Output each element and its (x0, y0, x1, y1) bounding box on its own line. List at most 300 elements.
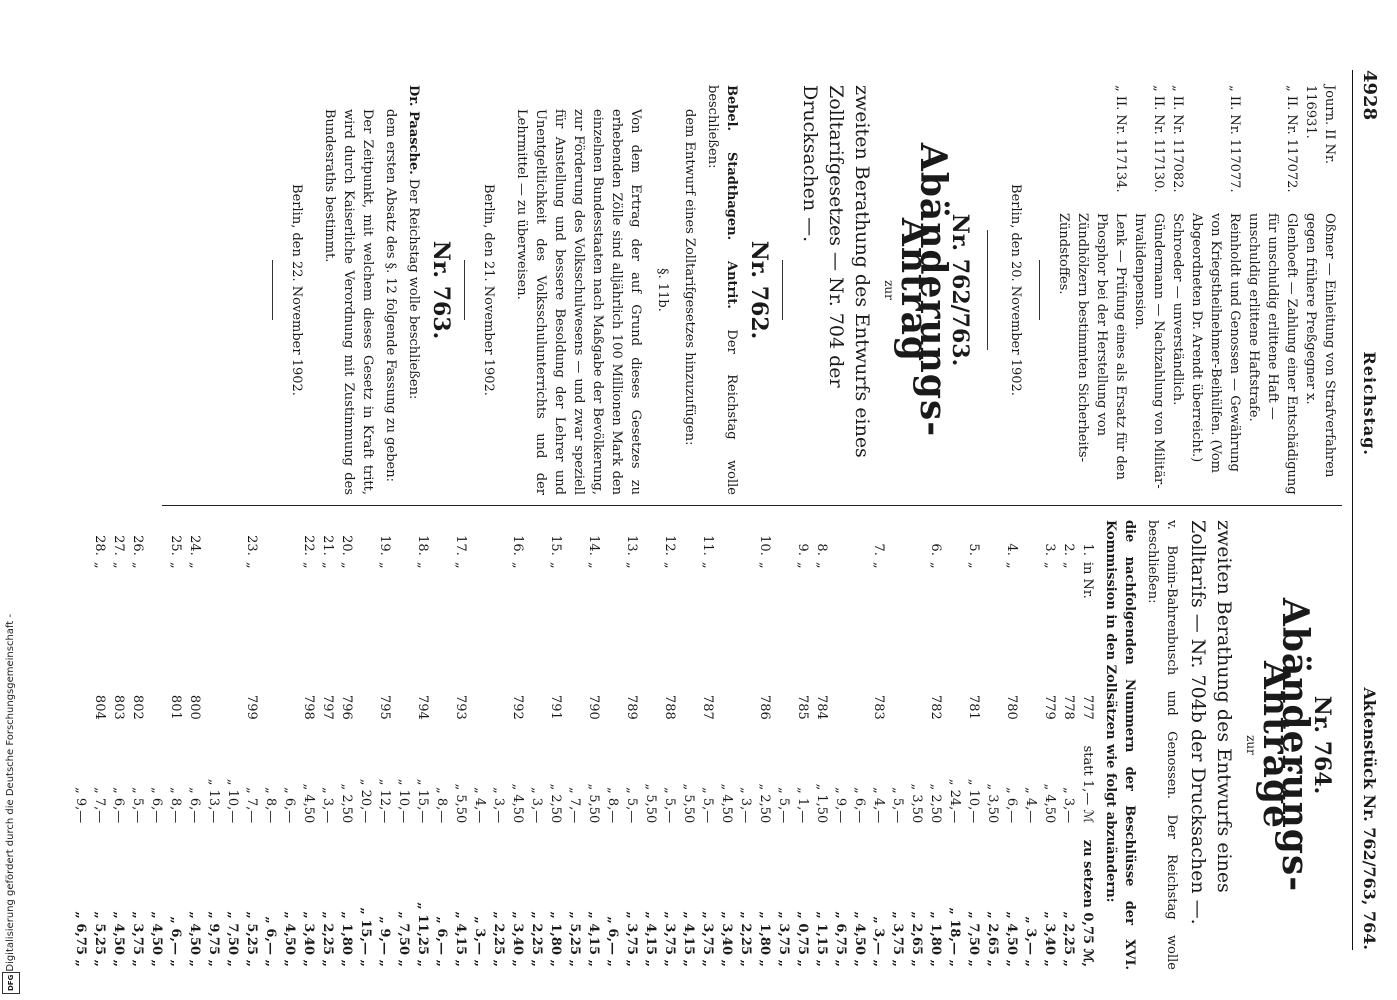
row-index (850, 520, 869, 559)
tariff-row (907, 520, 926, 970)
document-number: Nr. 762. (746, 240, 772, 340)
tariff-row (945, 520, 964, 970)
old-rate: „ 8,— (263, 787, 278, 824)
old-rate: „ 3,— (1061, 787, 1076, 824)
tariff-number (850, 662, 869, 722)
tariff-number (147, 662, 166, 722)
new-rate: „ 4,15 „ (643, 911, 658, 967)
row-index (394, 520, 413, 559)
old-rate: „ 7,— (567, 787, 582, 824)
new-rate: „ 9,— „ (377, 916, 392, 967)
new-rate: „ 2,25 „ (320, 911, 335, 967)
new-rate: „ 3,— „ (871, 916, 886, 967)
new-rate: „ 1,80 „ (548, 911, 563, 967)
old-rate: „ 6,— (1004, 787, 1019, 824)
date-line: Berlin, den 22. November 1902. (289, 184, 304, 396)
tariff-row (261, 520, 280, 970)
row-prefix (261, 559, 280, 663)
old-rate: „ 8,— (434, 787, 449, 824)
divider (782, 260, 783, 320)
new-rate: „ 6,75 „ (73, 911, 88, 967)
row-prefix: „ (320, 561, 335, 569)
row-prefix: „ (510, 561, 525, 569)
row-index (774, 520, 793, 559)
tariff-number: 796 (339, 694, 354, 720)
motion-text: Der Reichstag wolle beschließen: (705, 85, 739, 495)
row-index: 17. (453, 535, 468, 556)
row-index: 22. (301, 535, 316, 556)
tariff-number (831, 662, 850, 722)
tariff-row (128, 520, 147, 970)
tariff-number: 802 (130, 694, 145, 720)
document-title: Abänderungs-Antrag (893, 142, 954, 438)
row-prefix (907, 559, 926, 663)
tariff-row (1078, 520, 1097, 970)
section-number: §. 11b. (655, 268, 670, 312)
row-prefix: „ (339, 561, 354, 569)
row-prefix: „ (1042, 561, 1057, 569)
row-index (736, 520, 755, 559)
tariff-number (261, 662, 280, 722)
old-rate: „ 4,— (472, 787, 487, 824)
new-rate: „ 4,50 „ (187, 911, 202, 967)
tariff-number (679, 662, 698, 722)
row-index (204, 520, 223, 559)
left-column (258, 85, 1339, 495)
row-index: 2. (1061, 543, 1076, 556)
tariff-number: 800 (187, 694, 202, 720)
tariff-number: 794 (415, 694, 430, 720)
row-index: 26. (130, 535, 145, 556)
new-rate: „ 4,50 „ (1004, 911, 1019, 967)
old-rate: „ 4,50 (1042, 783, 1057, 824)
old-rate: statt 1,— ℳ (1080, 745, 1095, 824)
journal-ref: Journ. II Nr. 116931. (1303, 85, 1337, 164)
row-index (717, 520, 736, 559)
new-rate: „ 4,50 „ (282, 911, 297, 967)
tariff-number (641, 662, 660, 722)
document-title: Abänderungs-Anträge (1255, 597, 1316, 893)
row-prefix: „ (624, 561, 639, 569)
journal-entry (1168, 85, 1187, 495)
new-rate: „ 2,65 „ (985, 911, 1000, 967)
new-rate: „ 7,50 „ (396, 911, 411, 967)
row-prefix (147, 559, 166, 663)
row-index (280, 520, 299, 559)
journal-entry (1054, 85, 1130, 495)
old-rate: „ 5,— (624, 787, 639, 824)
row-index (565, 520, 584, 559)
row-prefix: „ (244, 561, 259, 569)
old-rate: „ 6,— (187, 787, 202, 824)
tariff-number: 787 (700, 694, 715, 720)
new-rate: „ 3,— „ (472, 916, 487, 967)
old-rate: „ 5,— (130, 787, 145, 824)
row-index: 12. (662, 535, 677, 556)
new-rate: „ 2,25 „ (738, 911, 753, 967)
journal-text: Oßmer — Einleitung von Strafverfahren gegen frühere Preßgegner x. (1303, 213, 1337, 478)
row-index: 1. (1080, 543, 1095, 556)
row-prefix (394, 559, 413, 663)
journal-entry (1187, 85, 1244, 495)
old-rate: „ 13,— (206, 778, 221, 824)
tariff-number (565, 662, 584, 722)
tariff-row (1021, 520, 1040, 970)
divider (272, 260, 273, 320)
row-prefix: „ (928, 561, 943, 569)
row-prefix: „ (700, 561, 715, 569)
section-text: Von dem Ertrag der auf Grund dieses Gesetzes zu erhebenden Zölle sind alljährlich 100 Millionen Mark den einzelnen Bundesstaaten nach Maßgabe der Bevölkerung, zur Förderung des Volksschulwesens — und zwar speziell für Anstellung und bessere Besoldung der Lehrer und Unentgeltlichkeit des Volksschulunterrichts und der Lehrmittel — zu überweisen. (514, 109, 643, 495)
row-index (983, 520, 1002, 559)
old-rate: „ 7,— (244, 787, 259, 824)
old-rate: „ 10,— (966, 778, 981, 824)
tariff-row (508, 520, 527, 970)
tariff-row (755, 520, 774, 970)
old-rate: „ 8,— (168, 787, 183, 824)
old-rate: „ 24,— (947, 778, 962, 824)
row-index: 4. (1004, 543, 1019, 556)
row-prefix (831, 559, 850, 663)
tariff-row (147, 520, 166, 970)
row-prefix (736, 559, 755, 663)
new-rate: „ 3,— „ (1023, 916, 1038, 967)
tariff-row (337, 520, 356, 970)
journal-entry (1301, 85, 1339, 495)
new-rate: „ 4,50 „ (111, 911, 126, 967)
old-rate: „ 5,50 (453, 783, 468, 824)
tariff-number (907, 662, 926, 722)
row-prefix (470, 559, 489, 663)
row-index: 11. (700, 535, 715, 556)
tariff-number (527, 662, 546, 722)
new-rate: „ 5,25 „ (567, 911, 582, 967)
new-rate: „ 3,40 „ (1042, 911, 1057, 967)
new-rate: „ 4,50 „ (852, 911, 867, 967)
row-prefix (850, 559, 869, 663)
row-index: 19. (377, 535, 392, 556)
tariff-row (603, 520, 622, 970)
row-index (1021, 520, 1040, 559)
row-index: 14. (586, 535, 601, 556)
new-rate: „ 7,50 „ (966, 911, 981, 967)
old-rate: „ 2,50 (339, 783, 354, 824)
row-prefix (774, 559, 793, 663)
tariff-number: 785 (795, 694, 810, 720)
tariff-row (565, 520, 584, 970)
tariff-row (584, 520, 603, 970)
row-index: 5. (966, 543, 981, 556)
new-rate: „ 0,75 „ (795, 911, 810, 967)
date-line: Berlin, den 21. November 1902. (481, 184, 496, 396)
row-prefix: in Nr. (1080, 561, 1095, 599)
old-rate: „ 6,— (852, 787, 867, 824)
motion-instruction: dem ersten Absatz des §. 12 folgende Fassung zu geben: (383, 109, 398, 482)
old-rate: „ 3,— (738, 787, 753, 824)
tariff-number (774, 662, 793, 722)
new-rate: „ 2,25 „ (491, 911, 506, 967)
tariff-number (983, 662, 1002, 722)
journal-text: Gündermann — Nachzahlung von Militär-Invalidenpension. (1132, 213, 1166, 489)
new-rate: „ 3,75 „ (662, 911, 677, 967)
old-rate: „ 5,— (700, 787, 715, 824)
divider (1039, 260, 1040, 320)
tariff-number: 784 (814, 694, 829, 720)
tariff-row (983, 520, 1002, 970)
tariff-row (280, 520, 299, 970)
motion-quote: Der Zeitpunkt, mit welchem dieses Gesetz in Kraft tritt, wird durch Kaiserliche Verordnung mit Zustimmung des Bundesraths bestimmt. (322, 109, 375, 495)
zur-label: zur (1244, 735, 1258, 755)
row-index (261, 520, 280, 559)
row-index (432, 520, 451, 559)
old-rate: „ 20,— (358, 778, 373, 824)
row-index (147, 520, 166, 559)
row-prefix (223, 559, 242, 663)
row-index: 3. (1042, 543, 1057, 556)
old-rate: „ 3,— (529, 787, 544, 824)
motion-proposers: Bebel. Stadthagen. Antrit. (724, 85, 739, 309)
tariff-row (736, 520, 755, 970)
tariff-row (964, 520, 983, 970)
tariff-row (223, 520, 242, 970)
motion-paragraph (404, 85, 423, 495)
old-rate: „ 9,— (833, 787, 848, 824)
row-prefix: „ (377, 561, 392, 569)
new-rate: „ 6,75 „ (833, 911, 848, 967)
old-rate: „ 1,— (795, 787, 810, 824)
new-rate: „ 4,50 „ (149, 911, 164, 967)
tariff-row (1040, 520, 1059, 970)
old-rate: „ 5,— (890, 787, 905, 824)
tariff-number (356, 662, 375, 722)
row-index: 13. (624, 535, 639, 556)
row-prefix (489, 559, 508, 663)
new-rate: „ 6,— „ (605, 916, 620, 967)
row-index (888, 520, 907, 559)
tariff-number: 795 (377, 694, 392, 720)
proposer-line: v. Bonin-Bahrenbusch und Genossen. Der Reichstag wolle beschließen: (1145, 520, 1179, 970)
new-rate: „ 3,75 „ (700, 911, 715, 967)
tariff-row (470, 520, 489, 970)
journal-ref: „ II. Nr. 117077. (1227, 85, 1242, 193)
row-index (907, 520, 926, 559)
tariff-number (280, 662, 299, 722)
new-rate: „ 5,25 „ (244, 911, 259, 967)
tariff-row (831, 520, 850, 970)
row-index: 24. (187, 535, 202, 556)
tariff-number (489, 662, 508, 722)
row-prefix (565, 559, 584, 663)
row-index (603, 520, 622, 559)
row-prefix: „ (662, 561, 677, 569)
row-index: 18. (415, 535, 430, 556)
row-prefix (679, 559, 698, 663)
tariff-row (660, 520, 679, 970)
tariff-table (71, 520, 1097, 970)
row-index (356, 520, 375, 559)
old-rate: „ 2,50 (757, 783, 772, 824)
journal-text: Lenk — Prüfung eines als Ersatz für den Phosphor bei der Herstellung von Zündhölzern bestimmten Sicherheits-Zündstoffes. (1056, 213, 1128, 480)
tariff-number: 797 (320, 694, 335, 720)
tariff-number (717, 662, 736, 722)
tariff-row (242, 520, 261, 970)
old-rate: „ 3,— (491, 787, 506, 824)
row-prefix: „ (111, 561, 126, 569)
row-index (527, 520, 546, 559)
old-rate: „ 3,50 (985, 783, 1000, 824)
new-rate: „ 6,— „ (434, 916, 449, 967)
running-head-right: Aktenstück Nr. 762/763, 764. (1360, 687, 1380, 950)
tariff-row (71, 520, 90, 970)
new-rate: „ 11,25 „ (415, 902, 430, 967)
tariff-number: 779 (1042, 694, 1057, 720)
tariff-number (432, 662, 451, 722)
row-prefix (603, 559, 622, 663)
tariff-row (451, 520, 470, 970)
row-index (831, 520, 850, 559)
tariff-row (679, 520, 698, 970)
tariff-number: 782 (928, 694, 943, 720)
new-rate: „ 5,25 „ (92, 911, 107, 967)
row-index: 9. (795, 543, 810, 556)
row-index (945, 520, 964, 559)
tariff-row (1059, 520, 1078, 970)
new-rate: „ 2,25 „ (1061, 911, 1076, 967)
tariff-number: 793 (453, 694, 468, 720)
tariff-number: 801 (168, 694, 183, 720)
tariff-row (413, 520, 432, 970)
tariff-number: 786 (757, 694, 772, 720)
page-number: 4928 (1359, 70, 1381, 121)
old-rate: „ 8,— (605, 787, 620, 824)
tariff-number (71, 662, 90, 722)
date-line: Berlin, den 20. November 1902. (1008, 184, 1023, 396)
tariff-row (375, 520, 394, 970)
tariff-number: 781 (966, 694, 981, 720)
tariff-row (641, 520, 660, 970)
row-prefix: „ (453, 561, 468, 569)
new-rate: „ 3,75 „ (130, 911, 145, 967)
column-divider (162, 505, 1342, 506)
old-rate: „ 5,— (662, 787, 677, 824)
motion-paragraph (703, 85, 741, 495)
row-prefix: „ (586, 561, 601, 569)
old-rate: „ 7,— (92, 787, 107, 824)
old-rate: „ 6,— (111, 787, 126, 824)
old-rate: „ 5,50 (681, 783, 696, 824)
tariff-row (166, 520, 185, 970)
row-prefix: „ (92, 561, 107, 569)
tariff-row (812, 520, 831, 970)
tariff-number (945, 662, 964, 722)
old-rate: „ 10,— (225, 778, 240, 824)
tariff-number: 791 (548, 694, 563, 720)
journal-text: Schroeder — unverständlich. (1170, 213, 1185, 406)
old-rate: „ 5,— (776, 787, 791, 824)
tariff-row (717, 520, 736, 970)
tariff-row (394, 520, 413, 970)
tariff-row (109, 520, 128, 970)
old-rate: „ 12,— (377, 778, 392, 824)
new-rate: zu setzen 0,75 ℳ, (1080, 839, 1095, 967)
tariff-number: 783 (871, 694, 886, 720)
new-rate: „ 3,75 „ (776, 911, 791, 967)
row-prefix (527, 559, 546, 663)
new-rate: „ 3,40 „ (719, 911, 734, 967)
right-column (71, 520, 1339, 970)
tariff-number (603, 662, 622, 722)
tariff-number (394, 662, 413, 722)
motion-text: Der Reichstag wolle beschließen: (406, 178, 421, 400)
tariff-row (356, 520, 375, 970)
row-prefix: „ (871, 561, 886, 569)
tariff-number (888, 662, 907, 722)
tariff-row (1002, 520, 1021, 970)
old-rate: „ 15,— (415, 778, 430, 824)
row-prefix (356, 559, 375, 663)
tariff-number: 803 (111, 694, 126, 720)
new-rate: „ 4,15 „ (453, 911, 468, 967)
new-rate: „ 1,80 „ (757, 911, 772, 967)
row-prefix (280, 559, 299, 663)
old-rate: „ 4,50 (510, 783, 525, 824)
tariff-row (527, 520, 546, 970)
new-rate: „ 4,15 „ (586, 911, 601, 967)
old-rate: „ 3,— (320, 787, 335, 824)
row-prefix: „ (814, 561, 829, 569)
row-prefix: „ (548, 561, 563, 569)
tariff-row (793, 520, 812, 970)
tariff-row (850, 520, 869, 970)
row-index: 27. (111, 535, 126, 556)
amendment-instruction: die nachfolgenden Nummern der Beschlüsse der XVI. Kommission in den Zollsätzen wie folgt abzuändern: (1103, 520, 1137, 970)
row-prefix: „ (168, 561, 183, 569)
row-index: 10. (757, 535, 772, 556)
old-rate: „ 2,50 (928, 783, 943, 824)
old-rate: „ 10,— (396, 778, 411, 824)
journal-text: Glenhoeft — Zahlung einer Entschädigung für unschuldig erlittene Haft — unschuldig erlittene Haftstrafe. (1246, 213, 1299, 495)
row-index: 20. (339, 535, 354, 556)
new-rate: „ 1,80 „ (928, 911, 943, 967)
document-number: Nr. 763. (428, 240, 454, 340)
document-number: Nr. 762/763. (947, 213, 973, 367)
journal-ref: „ II. Nr. 117130. (1151, 85, 1166, 193)
tariff-number: 792 (510, 694, 525, 720)
row-index: 23. (244, 535, 259, 556)
journal-list (1054, 85, 1339, 495)
new-rate: „ 9,75 „ (206, 911, 221, 967)
row-index (223, 520, 242, 559)
tariff-row (774, 520, 793, 970)
new-rate: „ 6,— „ (168, 916, 183, 967)
tariff-number: 790 (586, 694, 601, 720)
motion-instruction: dem Entwurf eines Zolltarifgesetzes hinzuzufügen: (682, 109, 697, 446)
journal-text: Reinholdt und Genossen — Gewährung von Kriegstheilnehmer-Beihülfen. (Vom Abgeordneten Dr. Arendt überreicht.) (1189, 213, 1242, 473)
tariff-number: 798 (301, 694, 316, 720)
journal-ref: „ II. Nr. 117134. (1113, 85, 1128, 193)
tariff-number: 777 (1080, 694, 1095, 720)
tariff-number: 780 (1004, 694, 1019, 720)
new-rate: „ 1,15 „ (814, 911, 829, 967)
old-rate: „ 3,50 (909, 783, 924, 824)
funding-sidebar (0, 0, 20, 1000)
new-rate: „ 2,65 „ (909, 911, 924, 967)
tariff-row (432, 520, 451, 970)
row-index: 7. (871, 543, 886, 556)
row-index (489, 520, 508, 559)
journal-ref: „ II. Nr. 117082. (1170, 85, 1185, 193)
new-rate: „ 7,50 „ (225, 911, 240, 967)
journal-entry (1130, 85, 1168, 495)
